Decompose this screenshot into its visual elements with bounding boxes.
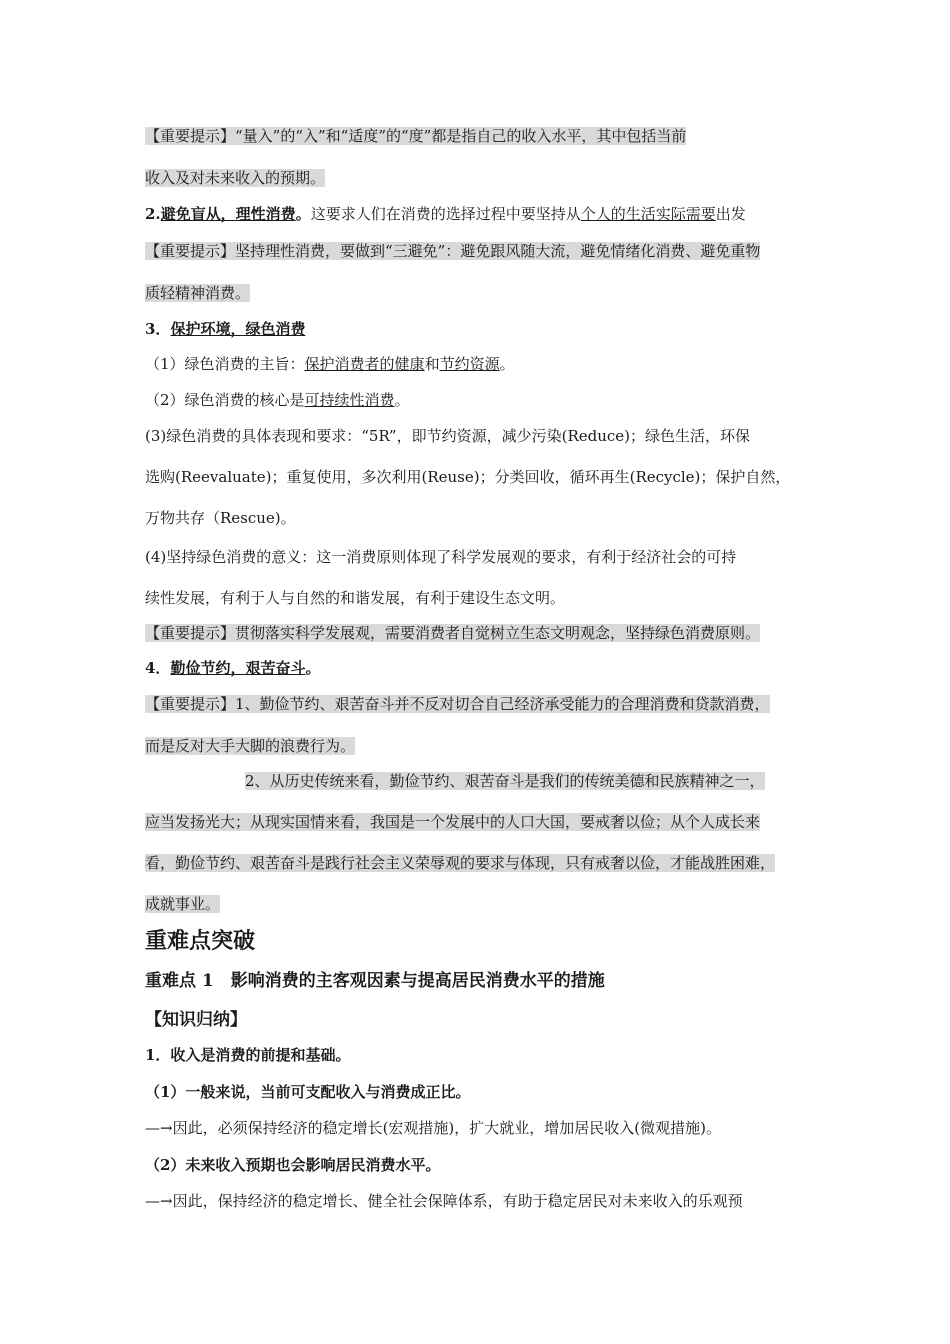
item3-point4-line1: (4)坚持绿色消费的意义：这一消费原则体现了科学发展观的要求，有利于经济社会的可持 [145, 548, 737, 566]
item3-point1: （1）绿色消费的主旨：保护消费者的健康和节约资源。 [145, 355, 515, 373]
item2-title: 避免盲从，理性消费 [160, 205, 296, 223]
item3-point3-line2: 选购(Reevaluate)；重复使用，多次利用(Reuse)；分类回收，循环再生(Recycle)；保护自然， [145, 468, 791, 486]
knowledge-point1: 1．收入是消费的前提和基础。 [145, 1046, 351, 1064]
tip2-line2: 质轻精神消费。 [145, 284, 251, 302]
item2-line: 2.避免盲从，理性消费。这要求人们在消费的选择过程中要坚持从个人的生活实际需要出发 [145, 205, 746, 223]
tip4-line2: 而是反对大手大脚的浪费行为。 [145, 737, 356, 755]
tip1-line2: 收入及对未来收入的预期。 [145, 169, 326, 187]
tip1-line1: 【重要提示】“量入”的“入”和“适度”的“度”都是指自己的收入水平，其中包括当前 [145, 127, 687, 145]
section-subtitle: 重难点 1 影响消费的主客观因素与提高居民消费水平的措施 [145, 971, 605, 991]
tip3-line: 【重要提示】贯彻落实科学发展观，需要消费者自觉树立生态文明观念，坚持绿色消费原则。 [145, 624, 761, 642]
arrow-icon: —→ [145, 1192, 173, 1210]
knowledge-heading: 【知识归纳】 [145, 1010, 247, 1030]
item4-heading: 4．勤俭节约，艰苦奋斗。 [145, 659, 321, 677]
knowledge-point1-1: （1）一般来说，当前可支配收入与消费成正比。 [145, 1083, 471, 1101]
tip4-line4: 应当发扬光大；从现实国情来看，我国是一个发展中的人口大国，要戒奢以俭；从个人成长来 [145, 813, 761, 831]
section-title: 重难点突破 [145, 929, 256, 954]
tip4-line1: 【重要提示】1、勤俭节约、艰苦奋斗并不反对切合自己经济承受能力的合理消费和贷款消费， [145, 695, 770, 713]
tip2-line1: 【重要提示】坚持理性消费，要做到“三避免”：避免跟风随大流，避免情绪化消费、避免重物 [145, 242, 761, 260]
tip4-line3: 2、从历史传统来看，勤俭节约、艰苦奋斗是我们的传统美德和民族精神之一， [245, 772, 765, 790]
knowledge-point1-1-detail: —→因此，必须保持经济的稳定增长(宏观措施)，扩大就业，增加居民收入(微观措施)。 [145, 1119, 721, 1137]
arrow-icon: —→ [145, 1119, 173, 1137]
knowledge-point1-2-detail: —→因此，保持经济的稳定增长、健全社会保障体系，有助于稳定居民对未来收入的乐观预 [145, 1192, 743, 1210]
item3-point4-line2: 续性发展，有利于人与自然的和谐发展，有利于建设生态文明。 [145, 589, 566, 607]
item3-heading: 3．保护环境，绿色消费 [145, 320, 306, 338]
tip4-line5: 看，勤俭节约、艰苦奋斗是践行社会主义荣辱观的要求与体现，只有戒奢以俭，才能战胜困难， [145, 854, 776, 872]
knowledge-point1-2: （2）未来收入预期也会影响居民消费水平。 [145, 1156, 441, 1174]
item3-point2: （2）绿色消费的核心是可持续性消费。 [145, 391, 410, 409]
item3-point3-line3: 万物共存（Rescue)。 [145, 509, 296, 527]
item3-point3-line1: (3)绿色消费的具体表现和要求：“5R”，即节约资源，减少污染(Reduce)；绿色生活，环保 [145, 427, 751, 445]
tip4-line6: 成就事业。 [145, 895, 221, 913]
